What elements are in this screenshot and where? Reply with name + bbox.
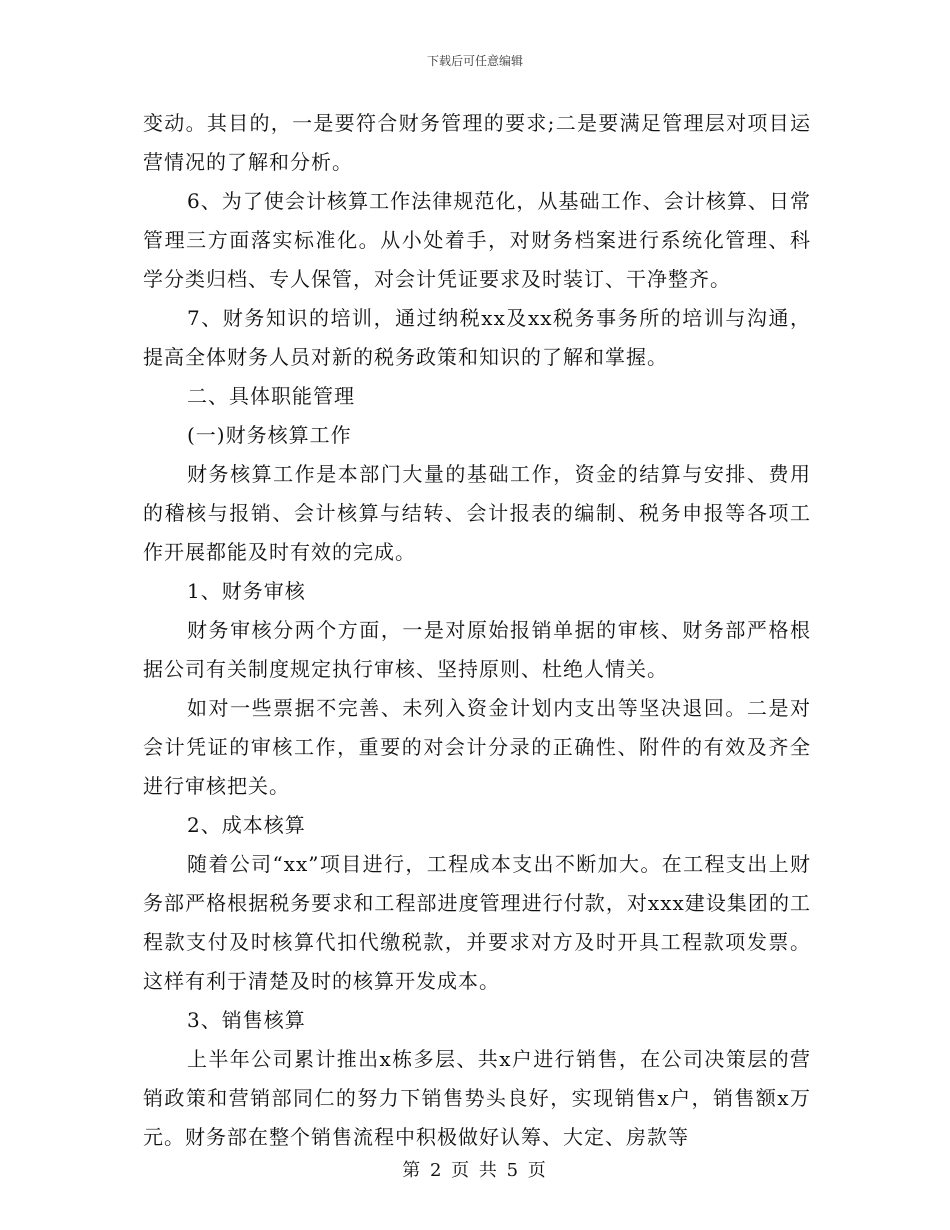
page-header-note: 下载后可任意编辑 — [426, 54, 523, 68]
paragraph: 上半年公司累计推出x栋多层、共x户进行销售，在公司决策层的营销政策和营销部同仁的努力下销售势头良好，实现销售x户，销售额x万元。财务部在整个销售流程中积极做好认筹、大定、房款等 — [143, 1047, 811, 1149]
paragraph: 财务审核分两个方面，一是对原始报销单据的审核、财务部严格根据公司有关制度规定执行审核、坚持原则、杜绝人情关。 — [143, 618, 811, 681]
paragraph: 随着公司“xx”项目进行，工程成本支出不断加大。在工程支出上财务部严格根据税务要求和工程部进度管理进行付款，对xxx建设集团的工程款支付及时核算代扣代缴税款，并要求对方及时开具工程款项发票。这样有利于清楚及时的核算开发成本。 — [143, 852, 811, 993]
item-heading: 2、成本核算 — [187, 813, 306, 837]
section-heading: 二、具体职能管理 — [187, 384, 355, 408]
subsection-heading: (一)财务核算工作 — [187, 423, 352, 447]
item-heading: 1、财务审核 — [187, 579, 306, 603]
paragraph: 7、财务知识的培训，通过纳税xx及xx税务事务所的培训与沟通，提高全体财务人员对新的税务政策和知识的了解和掌握。 — [143, 306, 811, 369]
paragraph: 6、为了使会计核算工作法律规范化，从基础工作、会计核算、日常管理三方面落实标准化。从小处着手，对财务档案进行系统化管理、科学分类归档、专人保管，对会计凭证要求及时装订、干净整齐。 — [143, 189, 811, 291]
paragraph: 变动。其目的，一是要符合财务管理的要求;二是要满足管理层对项目运营情况的了解和分析。 — [143, 111, 811, 174]
item-heading: 3、销售核算 — [187, 1008, 306, 1032]
paragraph: 如对一些票据不完善、未列入资金计划内支出等坚决退回。二是对会计凭证的审核工作，重要的对会计分录的正确性、附件的有效及齐全进行审核把关。 — [143, 696, 811, 798]
page-number: 第 2 页 共 5 页 — [402, 1160, 548, 1181]
document-body — [143, 104, 811, 1157]
paragraph: 财务核算工作是本部门大量的基础工作，资金的结算与安排、费用的稽核与报销、会计核算与结转、会计报表的编制、税务申报等各项工作开展都能及时有效的完成。 — [143, 462, 811, 564]
